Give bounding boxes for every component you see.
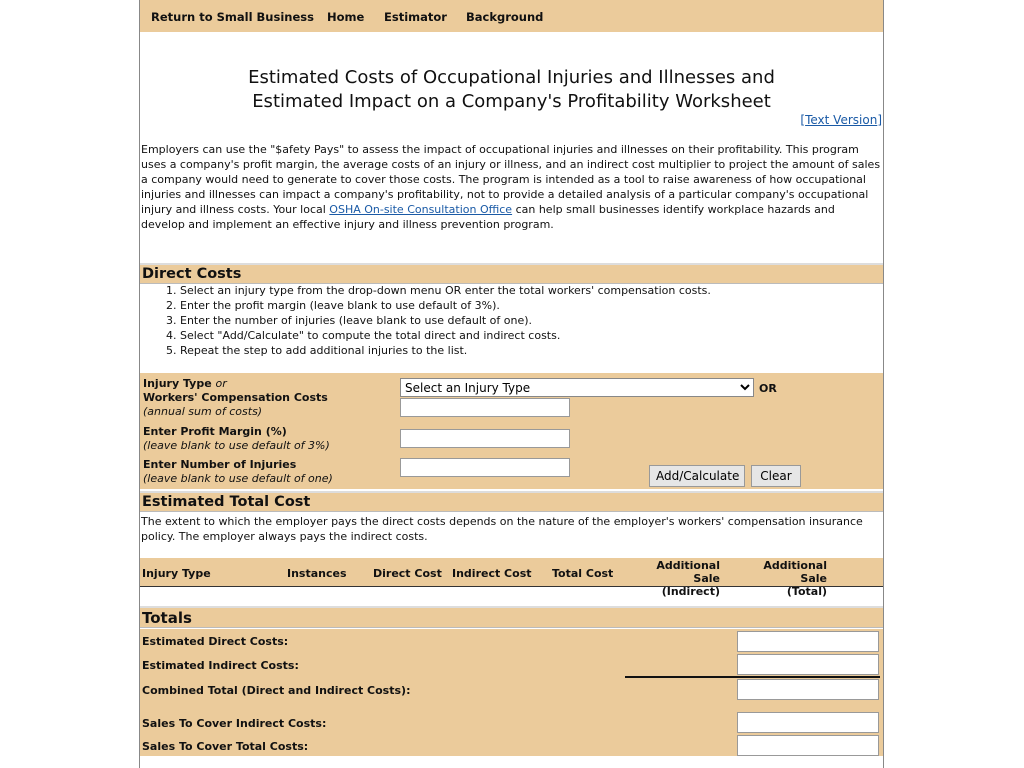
num-injuries-input[interactable]	[400, 458, 570, 477]
text-version-link[interactable]: Text Version	[805, 113, 878, 127]
profit-margin-input[interactable]	[400, 429, 570, 448]
estimated-total-heading: Estimated Total Cost	[140, 491, 883, 512]
add-calculate-button[interactable]: Add/Calculate	[649, 465, 745, 487]
col-additional-sale-total: Additional Sale (Total)	[763, 559, 827, 598]
combined-total-field[interactable]	[737, 679, 879, 700]
page-container	[139, 0, 884, 768]
or-label: OR	[759, 382, 777, 395]
intro-paragraph: Employers can use the "$afety Pays" to assess the impact of occupational injuries and illnesses on their profitability. This program uses a company's profit margin, the average costs of an injury or illness, and an indirect cost multiplier to project the amount of sales a company would need to generate to cover those costs. The program is intended as a tool to raise awareness of how occupational injuries and illnesses can impact a company's profitability, not to provide a detailed analysis of a particular company's occupational injury and illness costs. Your local OSHA On-site Consultation Office can help small businesses identify workplace hazards and develop and implement an effective injury and illness prevention program.	[141, 143, 881, 231]
injury-type-select[interactable]	[400, 378, 754, 397]
estimated-direct-costs-field[interactable]	[737, 631, 879, 652]
nav-background[interactable]: Background	[466, 10, 544, 24]
nav-return-small-business[interactable]: Return to Small Business	[151, 10, 314, 24]
instruction-step: 5. Repeat the step to add additional injuries to the list.	[180, 343, 711, 358]
text-version: [Text Version]	[800, 113, 882, 127]
profit-margin-label: Enter Profit Margin (%) (leave blank to use default of 3%)	[143, 425, 330, 452]
estimated-indirect-costs-field[interactable]	[737, 654, 879, 675]
col-total-cost: Total Cost	[552, 567, 614, 580]
num-injuries-label: Enter Number of Injuries (leave blank to use default of one)	[143, 458, 333, 485]
col-instances: Instances	[287, 567, 347, 580]
nav-estimator[interactable]: Estimator	[384, 10, 447, 24]
direct-costs-heading: Direct Costs	[140, 263, 883, 284]
col-injury-type: Injury Type	[142, 567, 211, 580]
estimated-total-text: The extent to which the employer pays the direct costs depends on the nature of the employer's workers' compensation insurance policy. The employer always pays the indirect costs.	[141, 515, 863, 543]
col-additional-sale-indirect: Additional Sale (Indirect)	[656, 559, 720, 598]
instructions-list	[140, 283, 711, 358]
totals-panel	[140, 629, 883, 756]
col-indirect-cost: Indirect Cost	[452, 567, 532, 580]
sales-total-label: Sales To Cover Total Costs:	[142, 740, 309, 753]
injury-form	[140, 373, 883, 489]
sales-indirect-field[interactable]	[737, 712, 879, 733]
results-table-header	[140, 558, 883, 598]
estimated-indirect-costs-label: Estimated Indirect Costs:	[142, 659, 299, 672]
instruction-step: 4. Select "Add/Calculate" to compute the total direct and indirect costs.	[180, 328, 711, 343]
combined-total-label: Combined Total (Direct and Indirect Costs):	[142, 684, 411, 697]
instruction-step: 3. Enter the number of injuries (leave blank to use default of one).	[180, 313, 711, 328]
sum-divider	[625, 676, 880, 678]
clear-button[interactable]: Clear	[751, 465, 801, 487]
workers-comp-costs-input[interactable]	[400, 398, 570, 417]
consultation-office-link[interactable]: OSHA On-site Consultation Office	[329, 203, 513, 216]
page-title-line1: Estimated Costs of Occupational Injuries and Illnesses and	[248, 67, 775, 88]
totals-heading: Totals	[140, 606, 883, 628]
sales-indirect-label: Sales To Cover Indirect Costs:	[142, 717, 327, 730]
page-title-line2: Estimated Impact on a Company's Profitability Worksheet	[252, 91, 771, 112]
instruction-step: 1. Select an injury type from the drop-down menu OR enter the total workers' compensation costs.	[180, 283, 711, 298]
col-direct-cost: Direct Cost	[373, 567, 442, 580]
nav-home[interactable]: Home	[327, 10, 365, 24]
sales-total-field[interactable]	[737, 735, 879, 756]
instruction-step: 2. Enter the profit margin (leave blank to use default of 3%).	[180, 298, 711, 313]
injury-type-label: Injury Type or Workers' Compensation Costs (annual sum of costs)	[143, 377, 328, 418]
estimated-direct-costs-label: Estimated Direct Costs:	[142, 635, 289, 648]
top-nav	[140, 0, 883, 32]
